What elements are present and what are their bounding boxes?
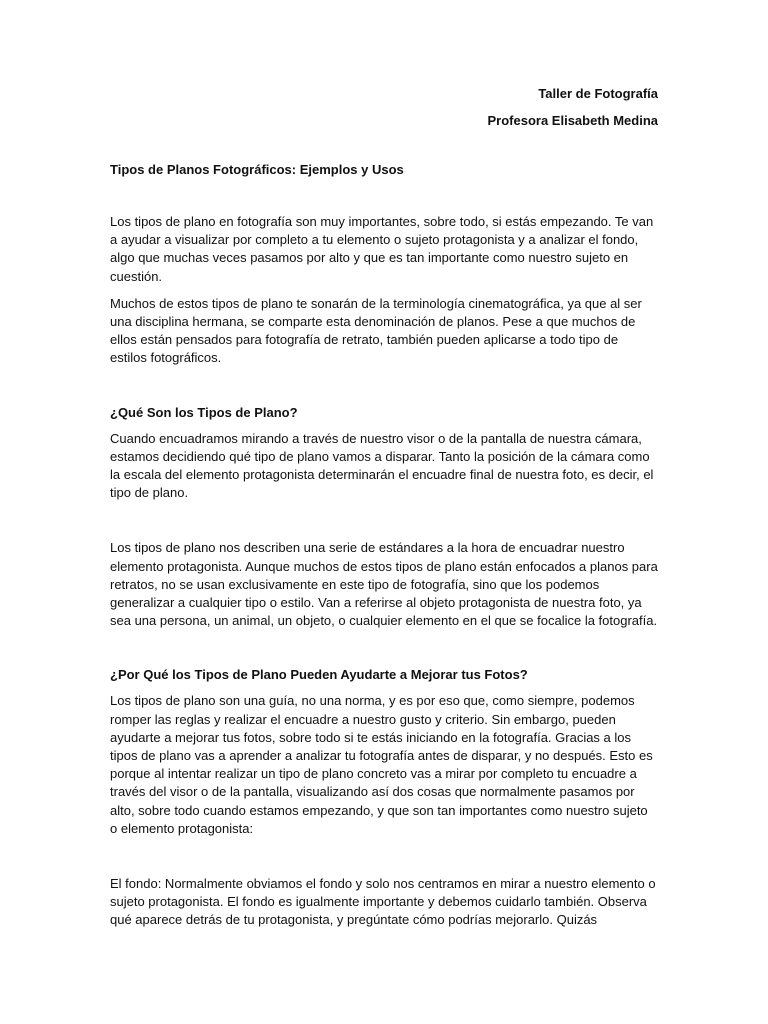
intro-paragraph-1: Los tipos de plano en fotografía son muy importantes, sobre todo, si estás empezando. Te van a ayudar a visualizar por completo a tu elemento o sujeto protagonista y a analizar el fondo, algo que muchas veces pasamos por alto y que es tan importante como nuestro sujeto en cuestión. bbox=[110, 214, 654, 284]
section-heading-why: ¿Por Qué los Tipos de Plano Pueden Ayudarte a Mejorar tus Fotos? bbox=[110, 667, 528, 683]
section1-paragraph-1: Cuando encuadramos mirando a través de nuestro visor o de la pantalla de nuestra cámara, estamos decidiendo qué tipo de plano vamos a disparar. Tanto la posición de la cámara como la escala del elemento protagonista determinarán el encuadre final de nuestra foto, es decir, el tipo de plano. bbox=[110, 430, 654, 501]
teacher-name: Profesora Elisabeth Medina bbox=[487, 113, 658, 128]
section2-paragraph-2: El fondo: Normalmente obviamos el fondo y solo nos centramos en mirar a nuestro elemento o sujeto protagonista. El fondo es igualmente importante y debemos cuidarlo también. Observa qué aparece detrás de tu protagonista, y pregúntate cómo podrías mejorarlo. Quizás bbox=[110, 876, 656, 928]
section-heading-what-are: ¿Qué Son los Tipos de Plano? bbox=[110, 404, 298, 420]
document-title: Tipos de Planos Fotográficos: Ejemplos y Usos bbox=[110, 162, 404, 177]
section2-paragraph-1: Los tipos de plano son una guía, no una norma, y es por eso que, como siempre, podemos romper las reglas y realizar el encuadre a nuestro gusto y criterio. Sin embargo, pueden ayudarte a mejorar tus fotos, sobre todo si te estás iniciando en la fotografía. Gracias a los tipos de plano vas a aprender a analizar tu fotografía antes de disparar, y no después. Esto es porque al intentar realizar un tipo de plano concreto vas a mirar por completo tu encuadre a través del visor o de la pantalla, visualizando así dos cosas que normalmente pasamos por alto, sobre todo cuando estamos empezando, y que son tan importantes como nuestro sujeto o elemento protagonista: bbox=[110, 693, 653, 836]
intro-paragraph-2: Muchos de estos tipos de plano te sonarán de la terminología cinematográfica, ya que al ser una disciplina hermana, se comparte esta denominación de planos. Pese a que muchos de ellos están pensados para fotografía de retrato, también pueden aplicarse a todo tipo de estilos fotográficos. bbox=[110, 295, 642, 366]
course-name: Taller de Fotografía bbox=[538, 86, 658, 101]
section1-paragraph-2: Los tipos de plano nos describen una serie de estándares a la hora de encuadrar nuestro elemento protagonista. Aunque muchos de estos tipos de plano están enfocados a planos para retratos, no se usan exclusivamente en este tipo de fotografía, sino que los podemos generalizar a cualquier tipo o estilo. Van a referirse al objeto protagonista de nuestra foto, ya sea una persona, un animal, un objeto, o cualquier elemento en el que se focalice la fotografía. bbox=[110, 540, 658, 629]
